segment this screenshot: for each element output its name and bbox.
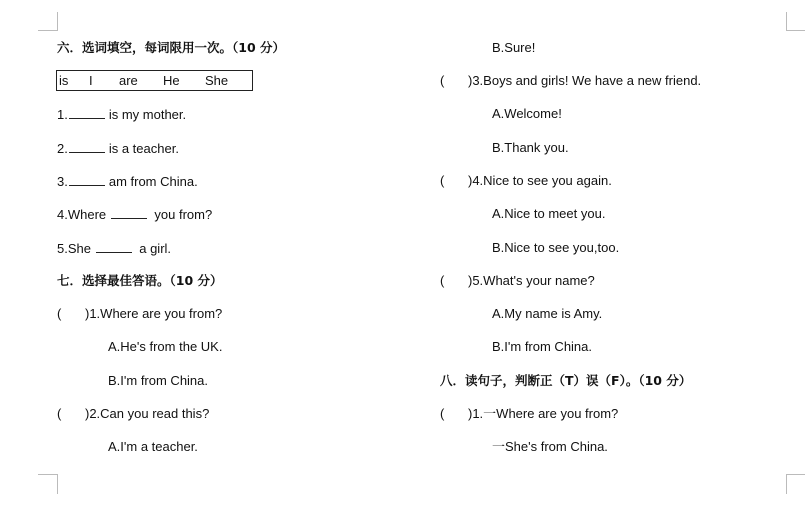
fill-item-2: 2. is a teacher. [57,141,179,156]
choice-question-2: ( )2.Can you read this? [57,406,210,421]
judge-answer-1: 一She's from China. [492,439,608,454]
answer-blank[interactable] [69,173,105,186]
answer-blank[interactable] [69,106,105,119]
choice-option-b: B.I'm from China. [108,373,209,388]
word-bank-item: I [89,73,93,88]
choice-question-3: ( )3.Boys and girls! We have a new friend. [440,73,702,88]
choice-option-a: A.Welcome! [492,106,562,121]
answer-blank[interactable] [111,206,147,219]
fill-item-1: 1. is my mother. [57,107,187,122]
answer-blank[interactable] [96,240,132,253]
section-7-heading: 七．选择最佳答语。（10 分） [57,273,223,288]
fill-item-5: 5.She a girl. [57,241,172,256]
choice-option-a: A.I'm a teacher. [108,439,198,454]
section-8-heading: 八．读句子，判断正（T）误（F）。（10 分） [440,373,692,388]
crop-mark-bottom-right-h [786,474,805,475]
word-bank-item: is [59,73,69,88]
choice-option-a: A.My name is Amy. [492,306,603,321]
fill-item-4: 4.Where you from? [57,207,213,222]
fill-item-3: 3. am from China. [57,174,198,189]
section-6-heading: 六．选词填空，每词限用一次。（10 分） [57,40,285,55]
choice-question-4: ( )4.Nice to see you again. [440,173,612,188]
choice-option-a: A.Nice to meet you. [492,206,606,221]
answer-blank[interactable] [69,140,105,153]
choice-question-1: ( )1.Where are you from? [57,306,223,321]
crop-mark-top-right-v [786,12,787,31]
crop-mark-top-right-h [786,30,805,31]
crop-mark-bottom-left-v [57,474,58,494]
choice-option-b: B.Nice to see you,too. [492,240,620,255]
crop-mark-bottom-right-v [786,474,787,494]
choice-option-a: A.He's from the UK. [108,339,223,354]
word-bank-box [56,70,253,91]
word-bank-item: She [205,73,229,88]
choice-option-b: B.Sure! [492,40,536,55]
choice-option-b: B.Thank you. [492,140,569,155]
crop-mark-top-left-v [57,12,58,31]
judge-question-1: ( )1.一Where are you from? [440,406,619,421]
choice-option-b: B.I'm from China. [492,339,593,354]
choice-question-5: ( )5.What's your name? [440,273,595,288]
crop-mark-bottom-left-h [38,474,58,475]
crop-mark-top-left-h [38,30,58,31]
word-bank-item: He [163,73,180,88]
word-bank-item: are [119,73,138,88]
